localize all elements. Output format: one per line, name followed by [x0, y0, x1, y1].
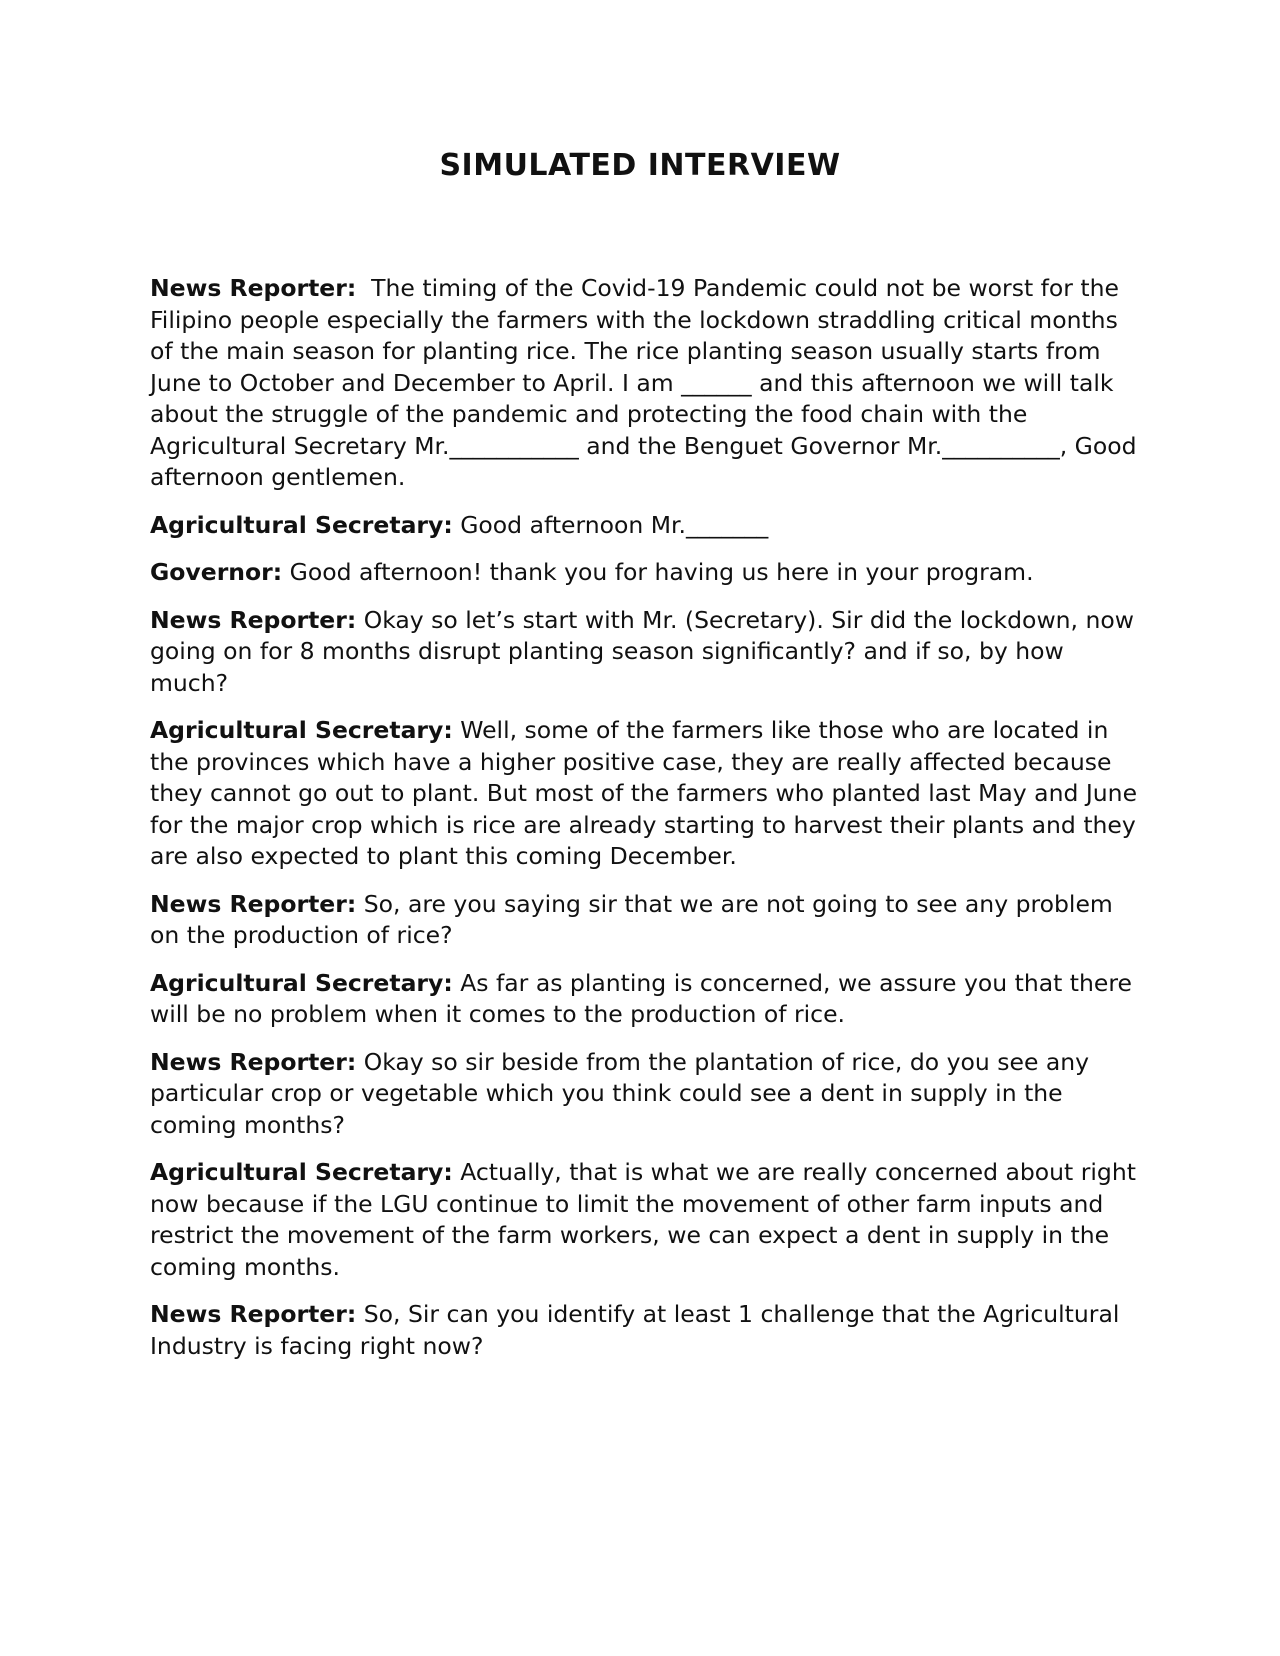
dialogue-paragraph: [150, 1047, 1140, 1142]
dialogue-paragraph: [150, 605, 1140, 700]
dialogue-text: So, are you saying sir that we are not going to see any problem on the production of rice?: [150, 889, 1113, 949]
dialogue-paragraph: [150, 1157, 1140, 1283]
speaker-label: Agricultural Secretary:: [150, 1158, 453, 1186]
dialogue-paragraph: [150, 1299, 1140, 1362]
document-title: SIMULATED INTERVIEW: [439, 148, 841, 183]
dialogue-paragraph: [150, 715, 1140, 873]
dialogue-paragraph: [150, 968, 1140, 1031]
dialogue-paragraph: [150, 889, 1140, 952]
dialogue-text: Good afternoon! thank you for having us here in your program.: [282, 558, 1034, 586]
interview-body: [150, 273, 1145, 1378]
dialogue-text: Actually, that is what we are really concerned about right now because if the LGU continue to limit the movement of other farm inputs and restrict the movement of the farm workers, we can expect a dent in supply in the coming months.: [150, 1158, 1136, 1281]
dialogue-paragraph: [150, 510, 1140, 542]
dialogue-paragraph: [150, 557, 1140, 589]
speaker-label: Agricultural Secretary:: [150, 968, 453, 997]
speaker-label: Agricultural Secretary:: [150, 716, 453, 744]
speaker-label: News Reporter:: [150, 889, 357, 918]
dialogue-text: As far as planting is concerned, we assure you that there will be no problem when it comes to the production of rice.: [150, 968, 1132, 1028]
dialogue-text: Well, some of the farmers like those who are located in the provinces which have a higher positive case, they are really affected because they cannot go out to plant. But most of the farmers who planted last May and June for the major crop which is rice are already starting to harvest their plants and they are also expected to plant this coming December.: [150, 716, 1138, 870]
dialogue-text: The timing of the Covid-19 Pandemic could not be worst for the Filipino people especially the farmers with the lockdown straddling critical months of the main season for planting rice. The rice planting season usually starts from June to October and December to April. I am ______ and this afternoon we will talk about the struggle of the pandemic and protecting the food chain with the Agricultural Secretary Mr.___________ and the Benguet Governor Mr.__________, Good afternoon gentlemen.: [150, 274, 1145, 491]
speaker-label: News Reporter:: [150, 1047, 357, 1076]
speaker-label: News Reporter:: [150, 605, 357, 634]
dialogue-text: Okay so sir beside from the plantation of rice, do you see any particular crop or vegetable which you think could see a dent in supply in the coming months?: [150, 1047, 1090, 1139]
dialogue-text: Good afternoon Mr._______: [452, 510, 769, 539]
dialogue-paragraph: [150, 273, 1145, 494]
dialogue-text: Okay so let’s start with Mr. (Secretary). Sir did the lockdown, now going on for 8 months disrupt planting season significantly? and if so, by how much?: [150, 605, 1134, 697]
speaker-label: News Reporter:: [150, 274, 357, 302]
speaker-label: Governor:: [150, 558, 283, 586]
speaker-label: News Reporter:: [150, 1300, 357, 1328]
speaker-label: Agricultural Secretary:: [150, 510, 453, 539]
dialogue-text: So, Sir can you identify at least 1 challenge that the Agricultural Industry is facing right now?: [150, 1300, 1120, 1360]
